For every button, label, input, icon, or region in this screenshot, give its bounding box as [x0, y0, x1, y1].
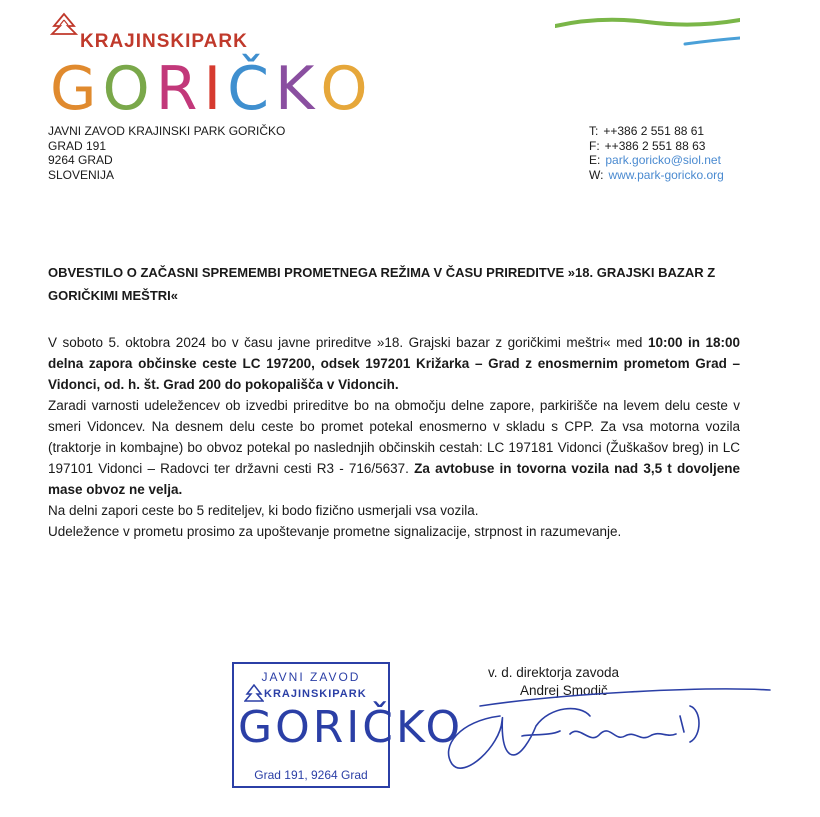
signatory-role: v. d. direktorja zavoda	[488, 665, 620, 680]
contact-fax: F: ++386 2 551 88 63	[589, 138, 706, 153]
logo-letter: R	[155, 54, 204, 124]
logo-big-text	[50, 54, 374, 124]
stamp-mid-text: KRAJINSKIPARK	[264, 688, 367, 700]
logo-letter: K	[275, 54, 321, 124]
handwritten-signature-icon	[440, 676, 780, 786]
document-title: OBVESTILO O ZAČASNI SPREMEMBI PROMETNEGA REŽIMA V ČASU PRIREDITVE »18. GRAJSKI BAZAR Z GORIČKIMI MEŠTRI«	[48, 265, 716, 303]
stamp-big-text: GORIČKO	[238, 702, 464, 753]
park-logo	[50, 12, 374, 124]
logo-letter: O	[102, 54, 156, 124]
contact-web: W: www.park-goricko.org	[589, 167, 724, 182]
official-stamp	[232, 662, 464, 788]
contact-info	[589, 124, 724, 182]
paragraph-1: V soboto 5. oktobra 2024 bo v času javne prireditve »18. Grajski bazar z goričkimi meštri« med 10:00 in 18:00 delna zapora občinske ceste LC 197200, odsek 197201 Križarka – Grad z enosmernim prometom Grad – Vidonci, od. h. št. Grad 200 do pokopališča v Vidoncih.	[48, 335, 740, 392]
contact-phone: T: ++386 2 551 88 61	[589, 124, 705, 138]
website-link[interactable]: www.park-goricko.org	[608, 167, 724, 182]
paragraph-2: Zaradi varnosti udeležencev ob izvedbi prireditve bo na območju delne zapore, parkirišče na levem delu ceste v smeri Vidoncev. Na desnem delu ceste bo promet potekal enosmerno v skladu s CPP. Za vsa motorna vozila (traktorje in kombajne) bo obvoz potekal po naslednjih občinskih cestah: LC 197181 Vidonci (Žuškašov breg) in LC 197101 Vidonci – Radovci ter državni cesti R3 - 716/5637. Za avtobuse in tovorna vozila nad 3,5 t dovoljene mase obvoz ne velja.	[48, 398, 740, 497]
address-line: GRAD 191	[48, 138, 107, 153]
logo-letter: Č	[227, 54, 276, 124]
paragraph-4: Udeležence v prometu prosimo za upoštevanje prometne signalizacije, strpnost in razumevanje.	[48, 524, 622, 539]
logo-letter: I	[203, 54, 228, 124]
email-link[interactable]: park.goricko@siol.net	[605, 153, 721, 167]
tree-logo-icon	[50, 12, 78, 36]
document-body	[48, 332, 740, 542]
paragraph-3: Na delni zapori ceste bo 5 rediteljev, ki bodo fizično usmerjali vsa vozila.	[48, 503, 479, 518]
logo-letter: O	[320, 54, 374, 124]
stamp-bottom-text: Grad 191, 9264 Grad	[254, 768, 368, 782]
contact-email: E: park.goricko@siol.net	[589, 153, 721, 167]
organization-address	[48, 124, 285, 182]
address-line: 9264 GRAD	[48, 153, 113, 167]
address-line: SLOVENIJA	[48, 167, 115, 182]
wave-decoration-icon	[555, 12, 740, 52]
logo-letter: G	[50, 54, 103, 124]
signatory-name: Andrej Smodič	[520, 683, 608, 698]
stamp-top-text: JAVNI ZAVOD	[261, 670, 361, 684]
logo-small-text: KRAJINSKIPARK	[80, 31, 248, 52]
address-line: JAVNI ZAVOD KRAJINSKI PARK GORIČKO	[48, 124, 286, 138]
